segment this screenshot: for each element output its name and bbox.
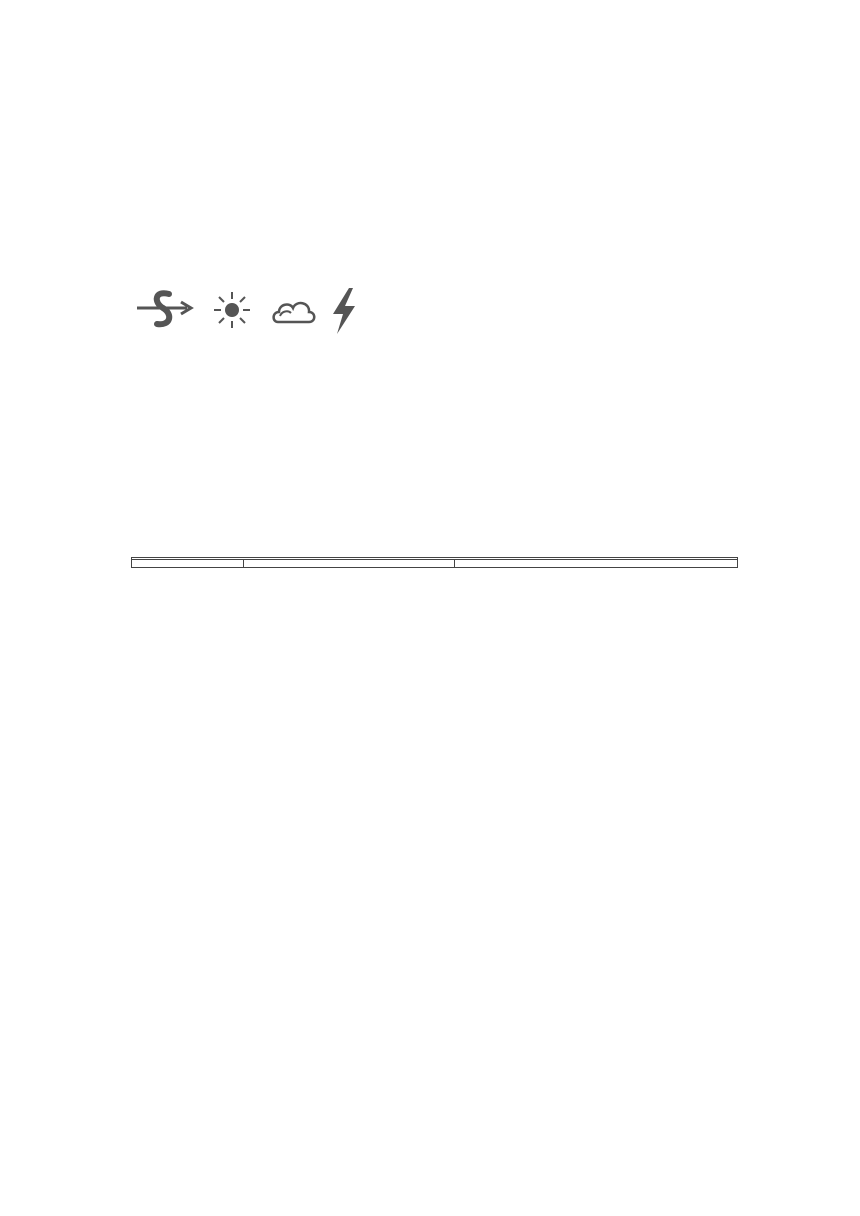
clothing-index-table [131, 557, 738, 568]
option-b [131, 193, 741, 216]
table-header-row [132, 560, 738, 568]
question-9-stem [131, 148, 741, 171]
header-clothing [455, 560, 738, 568]
header-range [244, 560, 455, 568]
option-c [131, 466, 741, 489]
weather-icons [131, 286, 741, 376]
option-b [223, 126, 331, 149]
question-10-stem [131, 261, 741, 284]
option-d [131, 489, 741, 512]
option-c [331, 126, 431, 149]
intro-text [131, 511, 741, 534]
question-11-stem [131, 376, 741, 399]
cloudy-icon [272, 294, 316, 328]
option-c [131, 216, 741, 239]
sandstorm-icon [135, 286, 195, 334]
option-a [131, 126, 223, 149]
question-8-options [131, 126, 741, 149]
question-11-stem-cont [131, 399, 741, 422]
option-a [131, 171, 741, 194]
question-8-stem [131, 103, 741, 126]
intro-text-cont [131, 534, 741, 557]
sunny-icon [211, 289, 253, 331]
question-12-stem [131, 570, 741, 593]
option-d [131, 238, 741, 261]
header-level [132, 560, 244, 568]
exam-page [131, 103, 741, 593]
thunder-icon [327, 286, 361, 336]
option-a [131, 421, 741, 444]
option-b [131, 444, 741, 467]
